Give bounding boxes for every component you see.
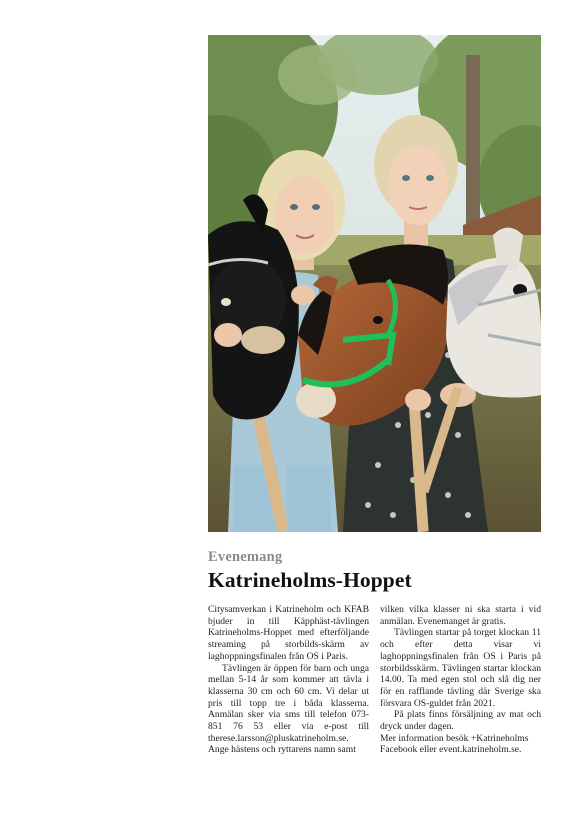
article-headline: Katrineholms-Hoppet xyxy=(208,568,412,592)
article-column-right xyxy=(380,604,541,756)
article-photo xyxy=(208,35,541,532)
paragraph-schedule: Tävlingen startar på torget klockan 11 och efter detta visar vi laghoppningsfinalen från OS i Paris på storbildsskärm. Tävlingen startar klockan 14.00. Ta med egen stol och slå dig ner för en rafflande tävling där Sverige ska försvara OS-guldet från 2021. xyxy=(380,627,541,709)
article-column-left xyxy=(208,604,369,756)
paragraph-more-info: Mer information besök +Katrineholms Facebook eller event.katrineholm.se. xyxy=(380,732,529,756)
article-kicker: Evenemang xyxy=(208,549,283,565)
paragraph-food: På plats finns försäljning av mat och dryck under dagen. xyxy=(380,709,541,733)
paragraph-registration: Tävlingen är öppen för barn och unga mellan 5-14 år som kommer att tävla i klasserna 30 cm och 60 cm. Vi delar ut pris till topp tre i båda klasserna. Anmälan sker via sms till telefon 073-851 76 53 eller via e-post till therese.larsson@pluskatrineholm.se. Ange hästens och ryttarens namn samt xyxy=(208,662,369,756)
paragraph-intro: Citysamverkan i Katrineholm och KFAB bjuder in till Käpphäst-tävlingen Katrineholms-Hoppet med efterföljande streaming på storbilds-skärm av laghoppningsfinalen från OS i Paris. xyxy=(208,604,369,662)
paragraph-registration-cont: vilken vilka klasser ni ska starta i vid anmälan. Evenemanget är gratis. xyxy=(380,604,541,627)
